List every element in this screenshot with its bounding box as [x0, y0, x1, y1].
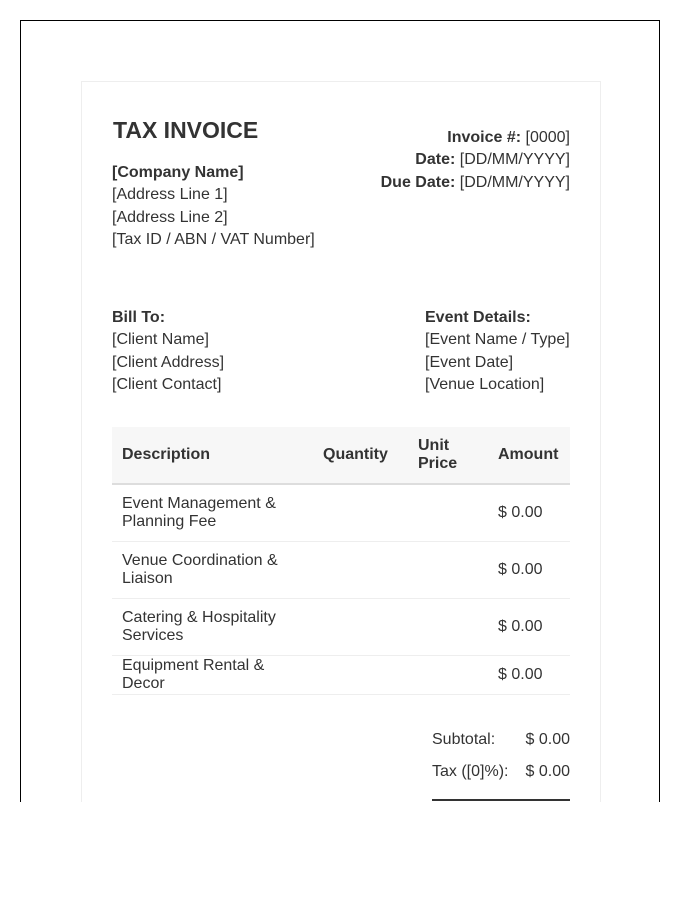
invoice-number-label: Invoice #: [447, 129, 522, 146]
event-date: [Event Date] [425, 353, 514, 371]
event-name: [Event Name / Type] [425, 331, 570, 349]
row-quantity [313, 656, 408, 695]
header-quantity: Quantity [313, 427, 408, 484]
row-amount: $ 0.00 [488, 599, 570, 656]
subtotal-row [432, 729, 570, 761]
row-description-line-1: Equipment Rental & Decor [122, 657, 265, 692]
invoice-date-label: Date: [415, 151, 456, 169]
totals-divider [432, 799, 570, 801]
invoice-title: TAX INVOICE [113, 117, 259, 143]
event-details-heading: Event Details: [425, 309, 531, 326]
header-amount: Amount [488, 427, 570, 484]
row-unit-price [408, 599, 488, 656]
row-description-line-2: Liaison [122, 570, 173, 587]
row-amount: $ 0.00 [488, 542, 570, 599]
row-description [112, 484, 313, 542]
bill-to-section [112, 307, 224, 396]
table-header-row [112, 427, 570, 484]
row-quantity [313, 542, 408, 599]
company-address-line-2: [Address Line 2] [112, 208, 228, 226]
table-row [112, 484, 570, 542]
company-address-line-1: [Address Line 1] [112, 186, 228, 204]
client-address: [Client Address] [112, 353, 225, 371]
header-unit-price-line-1: Unit [418, 437, 450, 454]
row-description-line-2: Planning Fee [122, 513, 217, 530]
row-amount: $ 0.00 [488, 656, 570, 695]
client-name: [Client Name] [112, 331, 209, 349]
client-contact: [Client Contact] [112, 375, 222, 393]
row-unit-price [408, 484, 488, 542]
row-description-line-1: Catering & Hospitality [122, 609, 276, 626]
tax-row [432, 761, 570, 793]
header-unit-price-line-2: Price [418, 455, 458, 472]
invoice-date-value: [DD/MM/YYYY] [455, 151, 570, 169]
due-date-label: Due Date: [380, 173, 456, 191]
row-description-line-1: Event Management & [122, 495, 276, 512]
row-description-line-1: Venue Coordination & [122, 552, 278, 569]
invoice-meta [381, 127, 570, 194]
invoice-number [381, 127, 570, 149]
table-row [112, 599, 570, 656]
tax-label: Tax ([0]%): [432, 763, 509, 780]
row-unit-price [408, 542, 488, 599]
event-details-section [425, 307, 570, 396]
header-description: Description [112, 427, 313, 484]
company-name: [Company Name] [112, 164, 244, 181]
bill-to-heading: Bill To: [112, 309, 166, 326]
row-description [112, 599, 313, 656]
invoice-date [381, 149, 570, 171]
company-tax-id: [Tax ID / ABN / VAT Number] [112, 230, 315, 248]
row-description-line-2: Services [122, 627, 184, 644]
line-items-table [112, 427, 570, 695]
header-unit-price [408, 427, 488, 484]
invoice-due-date [381, 172, 570, 194]
venue-location: [Venue Location] [425, 375, 545, 393]
row-quantity [313, 599, 408, 656]
subtotal-value: $ 0.00 [525, 731, 570, 748]
invoice-number-value: [0000] [521, 129, 570, 146]
tax-value: $ 0.00 [525, 763, 570, 780]
row-description [112, 656, 313, 695]
totals-section [432, 729, 570, 793]
subtotal-label: Subtotal: [432, 731, 496, 748]
row-quantity [313, 484, 408, 542]
table-row [112, 542, 570, 599]
row-description [112, 542, 313, 599]
row-amount: $ 0.00 [488, 484, 570, 542]
row-unit-price [408, 656, 488, 695]
due-date-value: [DD/MM/YYYY] [455, 173, 570, 191]
company-info [112, 162, 315, 251]
table-row [112, 656, 570, 695]
